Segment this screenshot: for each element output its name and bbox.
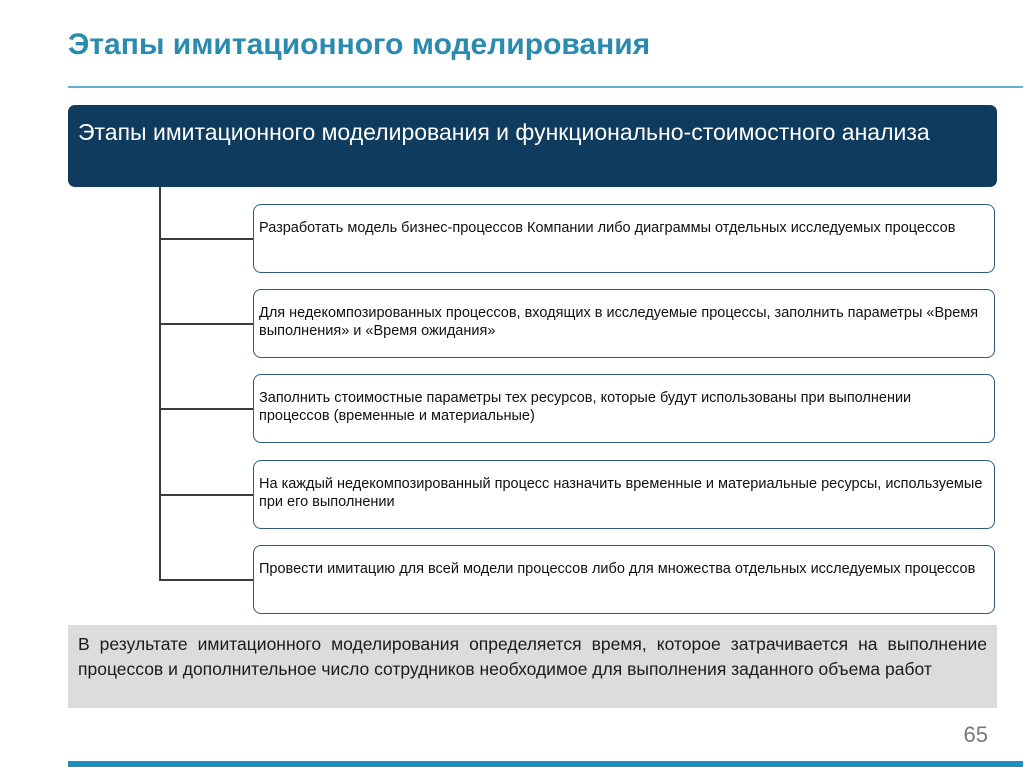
step-text-2: Для недекомпозированных процессов, входящих в исследуемые процессы, заполнить параметры «Время выполнения» и «Время ожидания»	[259, 305, 979, 339]
connector-branch-2	[159, 323, 254, 325]
connector-trunk	[159, 187, 161, 581]
step-text-4: На каждый недекомпозированный процесс назначить временные и материальные ресурсы, используемые при его выполнении	[259, 476, 983, 510]
connector-branch-1	[159, 238, 254, 240]
step-box-4	[253, 460, 995, 529]
step-box-1	[253, 204, 995, 273]
result-text: В результате имитационного моделирования определяется время, которое затрачивается на выполнение процессов и дополнительное число сотрудников необходимое для выполнения заданного объема работ	[78, 634, 987, 679]
connector-branch-4	[159, 494, 254, 496]
connector-branch-5	[159, 579, 254, 581]
step-box-2	[253, 289, 995, 358]
step-text-5: Провести имитацию для всей модели процессов либо для множества отдельных исследуемых процессов	[259, 561, 976, 577]
header-text: Этапы имитационного моделирования и функционально-стоимостного анализа	[78, 119, 930, 145]
slide-title: Этапы имитационного моделирования	[68, 28, 651, 61]
header-box	[68, 105, 997, 187]
step-text-3: Заполнить стоимостные параметры тех ресурсов, которые будут использованы при выполнении процессов (временные и материальные)	[259, 390, 912, 424]
title-divider	[68, 86, 1023, 88]
bottom-accent-rule	[68, 761, 1023, 767]
result-box	[68, 625, 997, 708]
page-number: 65	[963, 722, 988, 747]
step-text-1: Разработать модель бизнес-процессов Компании либо диаграммы отдельных исследуемых процессов	[259, 220, 956, 236]
connector-branch-3	[159, 408, 254, 410]
step-box-5	[253, 545, 995, 614]
step-box-3	[253, 374, 995, 443]
